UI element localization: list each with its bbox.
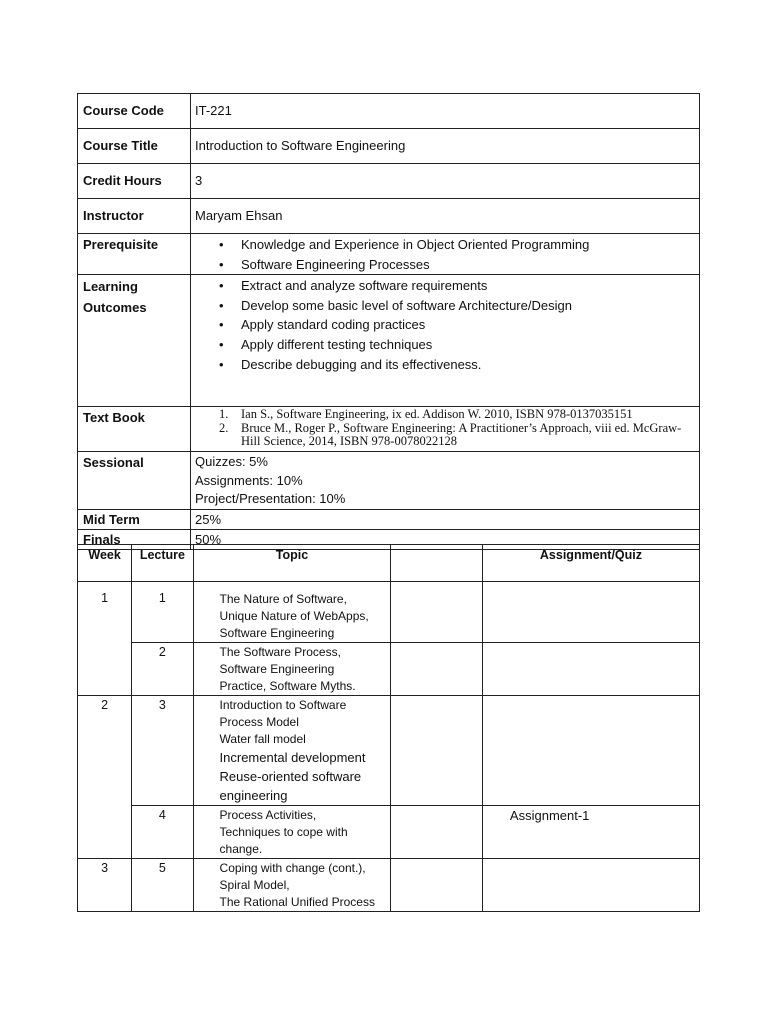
assignment-cell bbox=[482, 696, 699, 806]
sessional-line: Quizzes: 5% bbox=[195, 454, 268, 470]
table-row bbox=[78, 643, 700, 696]
list-item bbox=[219, 420, 699, 449]
topic-line: Process Activities, bbox=[219, 808, 317, 822]
topic-line: The Rational Unified Process bbox=[219, 895, 375, 909]
lecture-cell: 3 bbox=[132, 696, 193, 806]
week-cell: 2 bbox=[78, 696, 132, 859]
lecture-cell: 5 bbox=[132, 859, 193, 912]
finals-value: 50% bbox=[191, 530, 700, 550]
sessional-label: Sessional bbox=[78, 452, 191, 510]
learning-outcomes-label-line1: Learning bbox=[83, 279, 138, 295]
schedule-header-row bbox=[78, 545, 700, 582]
blank-cell bbox=[391, 696, 482, 806]
list-item-number: 1. bbox=[219, 407, 229, 422]
course-code-label: Course Code bbox=[78, 94, 191, 129]
list-item: • Knowledge and Experience in Object Oriented Programming bbox=[241, 235, 699, 255]
topic-line: Process Model bbox=[219, 715, 299, 729]
finals-label: Finals bbox=[78, 530, 191, 550]
topic-line: Unique Nature of WebApps, bbox=[219, 609, 369, 623]
blank-cell bbox=[391, 643, 482, 696]
course-code-row bbox=[78, 94, 700, 129]
list-item: • Apply different testing techniques bbox=[241, 335, 699, 355]
text-book-list bbox=[195, 408, 699, 449]
course-title-row bbox=[78, 129, 700, 164]
prerequisite-value bbox=[191, 234, 700, 275]
instructor-value: Maryam Ehsan bbox=[191, 199, 700, 234]
table-row bbox=[78, 696, 700, 806]
assignment-header: Assignment/Quiz bbox=[482, 545, 699, 582]
topic-cell bbox=[193, 806, 391, 859]
prerequisite-list bbox=[195, 235, 699, 274]
blank-header bbox=[391, 545, 482, 582]
list-item-text: Ian S., Software Engineering, ix ed. Addison W. 2010, ISBN 978-0137035151 bbox=[241, 407, 633, 422]
list-item: • Develop some basic level of software Architecture/Design bbox=[241, 296, 699, 316]
topic-line: Coping with change (cont.), bbox=[219, 861, 366, 875]
blank-cell bbox=[391, 806, 482, 859]
list-item: • Apply standard coding practices bbox=[241, 315, 699, 335]
topic-header: Topic bbox=[193, 545, 391, 582]
week-header: Week bbox=[78, 545, 132, 582]
list-item: • Extract and analyze software requirements bbox=[241, 276, 699, 296]
credit-hours-value: 3 bbox=[191, 164, 700, 199]
topic-line: The Nature of Software, bbox=[219, 592, 347, 606]
text-book-row bbox=[78, 407, 700, 452]
assignment-cell bbox=[482, 643, 699, 696]
text-book-value bbox=[191, 407, 700, 452]
topic-line: Reuse-oriented software bbox=[219, 769, 362, 784]
table-row bbox=[78, 582, 700, 643]
topic-cell bbox=[193, 643, 391, 696]
learning-outcomes-list bbox=[195, 276, 699, 374]
sessional-line: Assignments: 10% bbox=[195, 472, 303, 488]
topic-line: Practice, Software Myths. bbox=[219, 679, 356, 693]
sessional-value bbox=[191, 452, 700, 510]
sessional-line: Project/Presentation: 10% bbox=[195, 491, 346, 507]
lecture-cell: 2 bbox=[132, 643, 193, 696]
mid-term-row bbox=[78, 510, 700, 530]
topic-line: The Software Process, bbox=[219, 645, 341, 659]
blank-cell bbox=[391, 859, 482, 912]
assignment-cell bbox=[482, 859, 699, 912]
course-title-value: Introduction to Software Engineering bbox=[191, 129, 700, 164]
list-item: • Describe debugging and its effectiveness. bbox=[241, 355, 699, 375]
topic-line: Water fall model bbox=[219, 732, 306, 746]
topic-line: Incremental development bbox=[219, 750, 366, 765]
credit-hours-row bbox=[78, 164, 700, 199]
schedule-table bbox=[77, 544, 700, 912]
assignment-cell bbox=[482, 582, 699, 643]
topic-line: Software Engineering bbox=[219, 626, 335, 640]
course-info-table bbox=[77, 93, 700, 550]
blank-cell bbox=[391, 582, 482, 643]
list-item: • Software Engineering Processes bbox=[241, 255, 699, 275]
topic-line: engineering bbox=[219, 788, 288, 803]
topic-line: Spiral Model, bbox=[219, 878, 290, 892]
table-row bbox=[78, 806, 700, 859]
instructor-row bbox=[78, 199, 700, 234]
lecture-cell: 4 bbox=[132, 806, 193, 859]
learning-outcomes-label-line2: Outcomes bbox=[83, 300, 147, 316]
mid-term-value: 25% bbox=[191, 510, 700, 530]
prerequisite-label: Prerequisite bbox=[78, 234, 191, 275]
credit-hours-label: Credit Hours bbox=[78, 164, 191, 199]
instructor-label: Instructor bbox=[78, 199, 191, 234]
prerequisite-row bbox=[78, 234, 700, 275]
topic-cell bbox=[193, 696, 391, 806]
lecture-header: Lecture bbox=[132, 545, 193, 582]
topic-line: Introduction to Software bbox=[219, 698, 347, 712]
mid-term-label: Mid Term bbox=[78, 510, 191, 530]
list-item-text: Bruce M., Roger P., Software Engineering: A Practitioner’s Approach, viii ed. McGraw-Hill Science, 2014, ISBN 978-0078022128 bbox=[241, 420, 682, 449]
week-cell: 1 bbox=[78, 582, 132, 696]
learning-outcomes-value bbox=[191, 275, 700, 407]
list-item-number: 2. bbox=[219, 420, 229, 435]
course-title-label: Course Title bbox=[78, 129, 191, 164]
learning-outcomes-label bbox=[78, 275, 191, 407]
table-row bbox=[78, 859, 700, 912]
topic-line: Software Engineering bbox=[219, 662, 335, 676]
assignment-cell: Assignment-1 bbox=[482, 806, 699, 859]
topic-line: change. bbox=[219, 842, 263, 856]
learning-outcomes-row bbox=[78, 275, 700, 407]
list-item bbox=[219, 407, 699, 422]
week-cell: 3 bbox=[78, 859, 132, 912]
text-book-label: Text Book bbox=[78, 407, 191, 452]
topic-cell bbox=[193, 582, 391, 643]
topic-line: Techniques to cope with bbox=[219, 825, 348, 839]
sessional-row bbox=[78, 452, 700, 510]
course-code-value: IT-221 bbox=[191, 94, 700, 129]
topic-cell bbox=[193, 859, 391, 912]
lecture-cell: 1 bbox=[132, 582, 193, 643]
